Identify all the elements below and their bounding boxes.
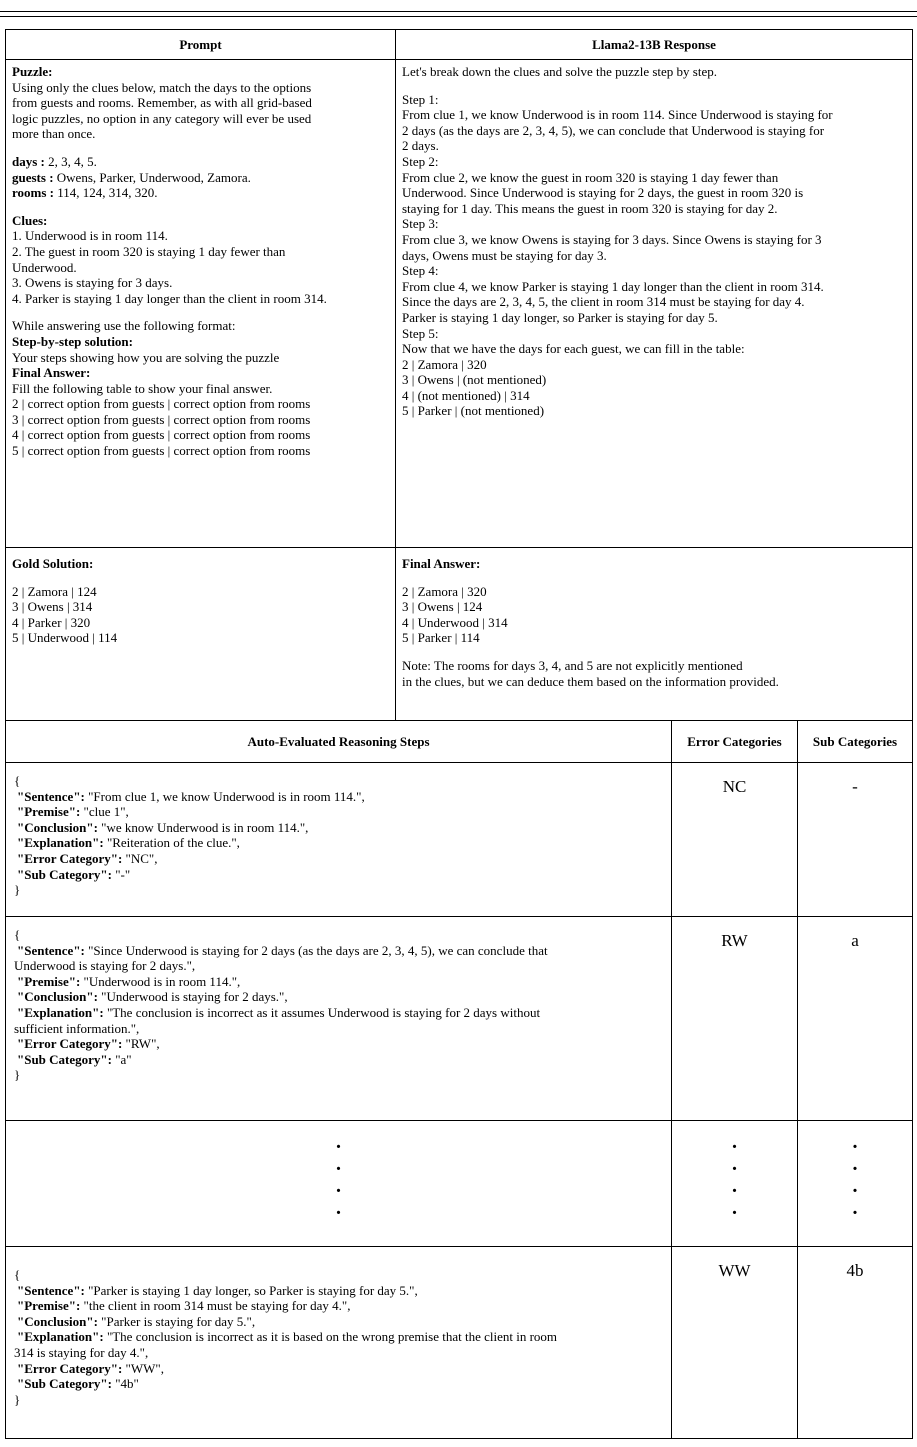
gold-lines: 2 | Zamora | 124 3 | Owens | 314 4 | Parker | 320 5 | Underwood | 114 (12, 583, 118, 646)
step-row-2: { "Sentence": "Since Underwood is staying for 2 days (as the days are 2, 3, 4, 5), we can conclude that Underwood is staying for 2 days.", "Premise": "Underwood is in room 114.", "Conclusion": "Underwood is staying for 2 days.", "Explanation": "The conclusion is incorrect as it assumes Underwood is staying for 2 days without sufficient information.", "Error Category": "RW", "Sub Category": "a" } (5, 916, 672, 1121)
step-label: Step-by-step solution: (12, 333, 133, 349)
final-lines: 2 | Zamora | 320 3 | Owens | 124 4 | Underwood | 314 5 | Parker | 114 (402, 583, 508, 646)
step-row-3: { "Sentence": "Parker is staying 1 day longer, so Parker is staying for day 5.", "Premise": "the client in room 314 must be staying for day 4.", "Conclusion": "Parker is staying for day 5.", "Explanation": "The conclusion is incorrect as it is based on the wrong premise that the client in room 314 is staying for day 4.", "Error Category": "WW", "Sub Category": "4b" } (5, 1246, 672, 1439)
header-prompt: Prompt (5, 29, 396, 60)
ellipsis-error: . . . . (671, 1120, 798, 1247)
final-note: Note: The rooms for days 3, 4, and 5 are not explicitly mentioned in the clues, but we can deduce them based on the information provided. (402, 657, 779, 689)
prompt-cell (5, 59, 396, 548)
gold-solution-cell (5, 547, 396, 721)
final-answer-cell (395, 547, 913, 721)
clues-list: 1. Underwood is in room 114. 2. The guest in room 320 is staying 1 day fewer than Underwood. 3. Owens is staying for 3 days. 4. Parker is staying 1 day longer than the client in room 314. (12, 228, 327, 306)
ellipsis-steps: . . . . (5, 1120, 672, 1247)
format-line: While answering use the following format: (12, 318, 236, 334)
guests-line: guests : Owens, Parker, Underwood, Zamora. (12, 169, 251, 185)
final-label: Final Answer: (12, 365, 91, 381)
header-error-categories: Error Categories (671, 720, 798, 763)
format-table: 2 | correct option from guests | correct option from rooms 3 | correct option from guests | correct option from rooms 4 | correct option from guests | correct option from rooms 5 | correct option from guests | correct option from rooms (12, 396, 311, 459)
step-1-error-category: NC (671, 762, 798, 917)
clues-label: Clues: (12, 212, 48, 228)
final-answer-label: Final Answer: (402, 556, 481, 571)
rooms-line: rooms : 114, 124, 314, 320. (12, 185, 158, 201)
gold-label: Gold Solution: (12, 556, 94, 571)
header-steps: Auto-Evaluated Reasoning Steps (5, 720, 672, 763)
top-rule (0, 11, 917, 12)
top-rule-double (0, 16, 917, 17)
step-desc: Your steps showing how you are solving the puzzle (12, 349, 280, 365)
step-2-error-category: RW (671, 916, 798, 1121)
puzzle-text: Using only the clues below, match the days to the options from guests and rooms. Remember, as with all grid-based logic puzzles, no option in any category will ever be used more than once. (12, 79, 312, 142)
step-3-sub-category: 4b (797, 1246, 913, 1439)
ellipsis-sub: . . . . (797, 1120, 913, 1247)
step-2-sub-category: a (797, 916, 913, 1121)
header-sub-categories: Sub Categories (797, 720, 913, 763)
step-3-error-category: WW (671, 1246, 798, 1439)
header-response: Llama2-13B Response (395, 29, 913, 60)
days-line: days : 2, 3, 4, 5. (12, 153, 97, 169)
step-1-sub-category: - (797, 762, 913, 917)
response-intro: Let's break down the clues and solve the puzzle step by step. (402, 64, 717, 79)
step-row-1: { "Sentence": "From clue 1, we know Underwood is in room 114.", "Premise": "clue 1", "Conclusion": "we know Underwood is in room 114.", "Explanation": "Reiteration of the clue.", "Error Category": "NC", "Sub Category": "-" } (5, 762, 672, 917)
final-desc: Fill the following table to show your final answer. (12, 380, 273, 396)
puzzle-label: Puzzle: (12, 64, 53, 79)
response-cell (395, 59, 913, 548)
response-body: Step 1: From clue 1, we know Underwood is in room 114. Since Underwood is staying for 2 days (as the days are 2, 3, 4, 5), we can conclude that Underwood is staying for 2 days. Step 2: From clue 2, we know the guest in room 320 is staying 1 day fewer than Underwood. Since Underwood is staying for 2 days, the guest in room 320 is staying for 1 day. This means the guest in room 320 is staying for day 2. Step 3: From clue 3, we know Owens is staying for 3 days. Since Owens is staying for 3 days, Owens must be staying for day 3. Step 4: From clue 4, we know Parker is staying 1 day longer than the client in room 314. Since the days are 2, 3, 4, 5, the client in room 314 must be staying for day 4. Parker is staying 1 day longer, so Parker is staying for day 5. Step 5: Now that we have the days for each guest, we can fill in the table: 2 | Zamora | 320 3 | Owens | (not mentioned) 4 | (not mentioned) | 314 5 | Parker | (not mentioned) (402, 91, 833, 419)
